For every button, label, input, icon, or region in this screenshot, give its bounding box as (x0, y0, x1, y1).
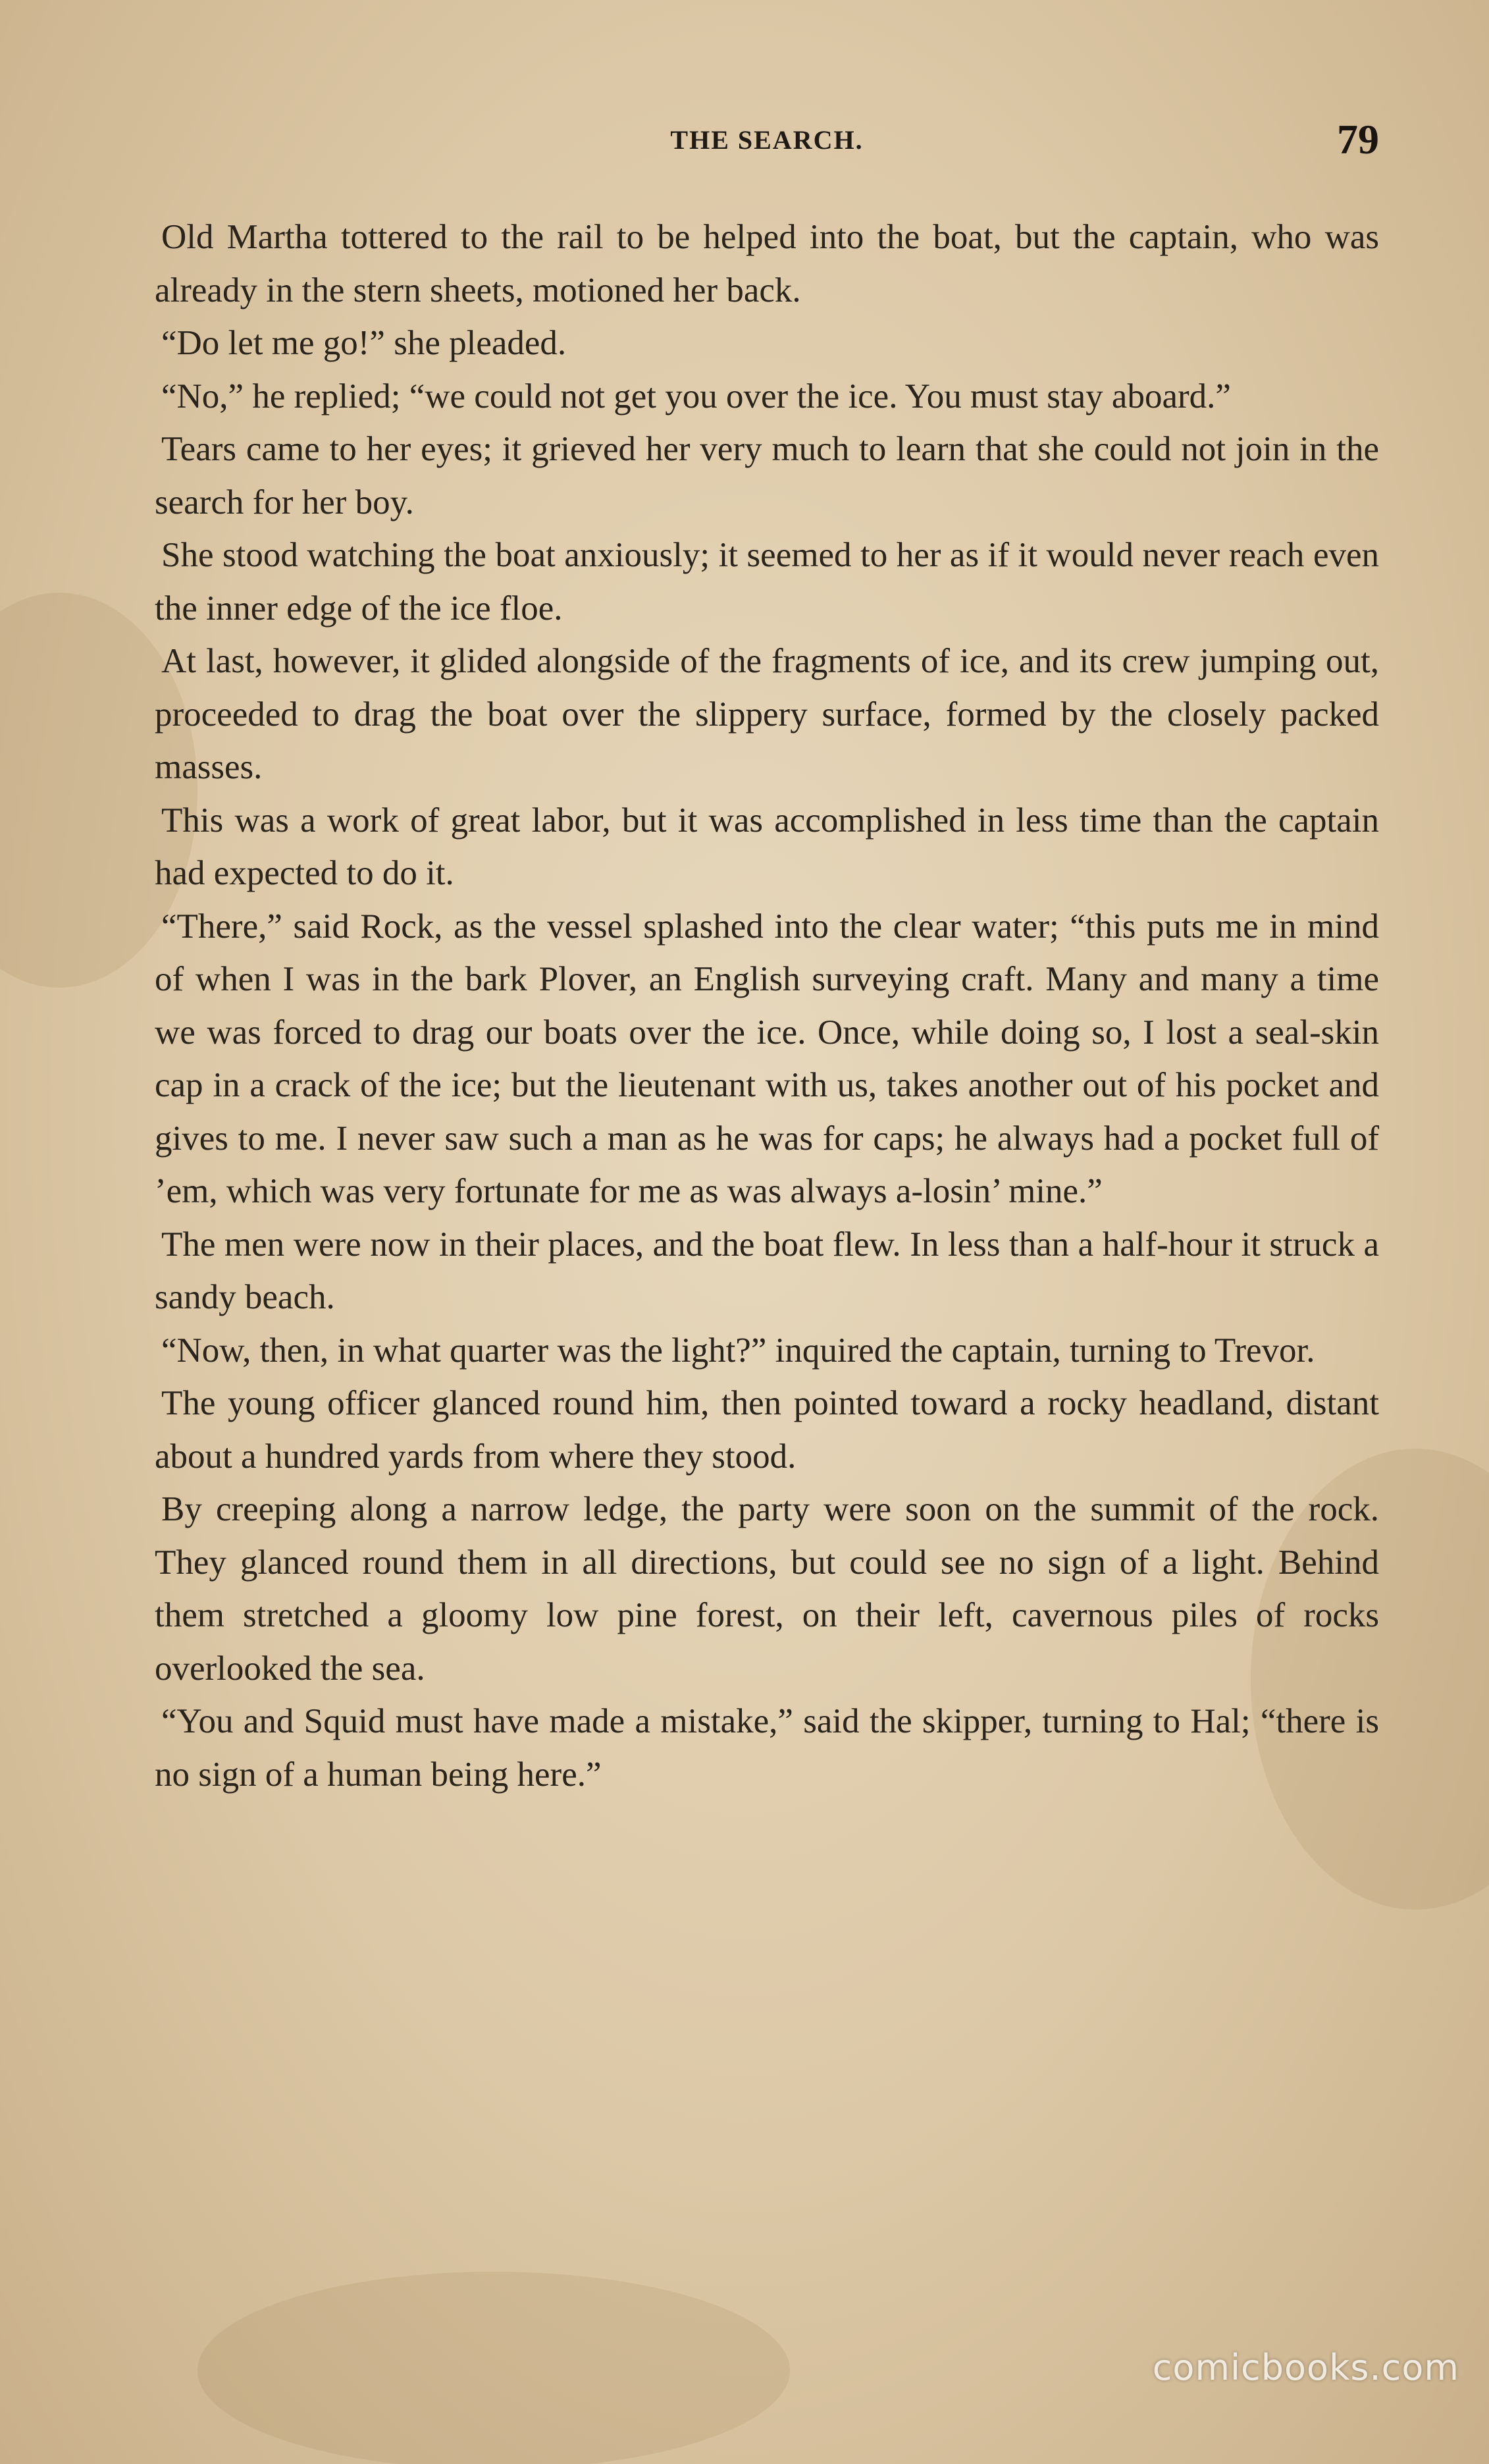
paragraph: “You and Squid must have made a mistake,” said the skipper, turning to Hal; “there is no sign of a human being here.” (155, 1702, 1379, 1794)
paragraph: “Now, then, in what quarter was the light?” inquired the captain, turning to Trevor. (161, 1331, 1315, 1370)
paragraph: Tears came to her eyes; it grieved her very much to learn that she could not join in the search for her boy. (155, 430, 1379, 522)
page-header (155, 115, 1379, 174)
paragraph: The men were now in their places, and the boat flew. In less than a half-hour it struck a sandy beach. (155, 1225, 1379, 1316)
paragraph: “Do let me go!” she pleaded. (161, 324, 567, 362)
paragraph: This was a work of great labor, but it was accomplished in less time than the captain had expected to do it. (155, 801, 1379, 892)
body-text (155, 211, 1379, 1801)
paragraph: Old Martha tottered to the rail to be helped into the boat, but the captain, who was already in the stern sheets, motioned her back. (155, 218, 1379, 309)
running-head: THE SEARCH. (670, 125, 864, 155)
paragraph: She stood watching the boat anxiously; it seemed to her as if it would never reach even the inner edge of the ice floe. (155, 536, 1379, 628)
paragraph: “There,” said Rock, as the vessel splashed into the clear water; “this puts me in mind of when I was in the bark Plover, an English surveying craft. Many and many a time we was forced to drag our boats over the ice. Once, while doing so, I lost a seal-skin cap in a crack of the ice; but the lieutenant with us, takes another out of his pocket and gives to me. I never saw such a man as he was for caps; he always had a pocket full of ’em, which was very fortunate for me as was always a-losin’ mine.” (155, 907, 1379, 1210)
paragraph: The young officer glanced round him, then pointed toward a rocky headland, distant about a hundred yards from where they stood. (155, 1384, 1379, 1476)
paper-stain (197, 2272, 790, 2464)
page-number: 79 (1337, 116, 1379, 163)
paragraph: By creeping along a narrow ledge, the party were soon on the summit of the rock. They glanced round them in all directions, but could see no sign of a light. Behind them stretched a gloomy low pine forest, on their left, cavernous piles of rocks overlooked the sea. (155, 1490, 1379, 1688)
paragraph: “No,” he replied; “we could not get you over the ice. You must stay aboard.” (161, 377, 1231, 415)
paragraph: At last, however, it glided alongside of the fragments of ice, and its crew jumping out, proceeded to drag the boat over the slippery surface, formed by the closely packed masses. (155, 642, 1379, 786)
watermark: comicbooks.com (1152, 2347, 1459, 2388)
